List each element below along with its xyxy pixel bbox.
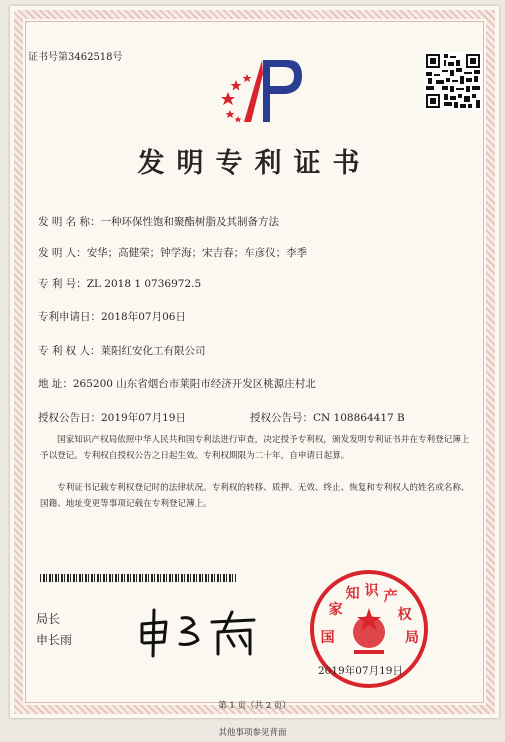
field-label: 地 址：	[38, 378, 73, 390]
field-value: 265200 山东省烟台市莱阳市经济开发区桃源庄村北	[72, 378, 316, 390]
certificate-paper	[10, 6, 499, 718]
field-address	[38, 376, 316, 391]
grant-date-row	[38, 410, 186, 425]
grant-number-label: 授权公告号：	[250, 412, 313, 424]
field-value: 2018年07月06日	[101, 311, 186, 323]
svg-text:国 家 知: 国 家 知 识 产 权 局	[320, 583, 419, 646]
statement-paragraph-1: 国家知识产权局依照中华人民共和国专利法进行审查，决定授予专利权，颁发发明专利证书并在专利登记簿上予以登记。专利权自授权公告之日起生效。专利权期限为二十年，自申请日起算。	[40, 435, 470, 461]
field-value: 莱阳红安化工有限公司	[100, 345, 206, 357]
grant-number: CN 108864417 B	[313, 412, 405, 424]
statement-paragraph-2: 专利证书记载专利权登记时的法律状况。专利权的转移、质押、无效、终止、恢复和专利权人的姓名或名称、国籍、地址变更等事项记载在专利登记簿上。	[40, 483, 470, 509]
page-number: 第 1 页（共 2 页）	[218, 701, 291, 711]
field-patent-number	[38, 276, 201, 291]
grant-date: 2019年07月19日	[101, 412, 186, 424]
grant-number-row	[250, 410, 405, 425]
field-label: 专 利 权 人：	[38, 345, 101, 357]
barcode	[40, 574, 236, 582]
signatory-name: 申长雨	[36, 633, 73, 647]
field-patentee	[38, 343, 206, 358]
field-invention-name	[38, 214, 279, 229]
footer-note: 其他事项参见背面	[218, 728, 287, 738]
field-label: 专 利 号：	[38, 278, 87, 290]
signatory-title: 局长	[36, 612, 61, 626]
seal-date: 2019年07月19日	[318, 665, 403, 677]
field-label: 发 明 名 称：	[38, 216, 101, 228]
field-inventors	[38, 245, 307, 260]
field-application-date	[38, 309, 186, 324]
field-value: ZL 2018 1 0736972.5	[86, 278, 202, 290]
field-label: 发 明 人：	[38, 247, 87, 259]
certificate-title: 发明专利证书	[137, 148, 372, 179]
grant-date-label: 授权公告日：	[38, 412, 101, 424]
patent-office-logo-icon	[218, 56, 304, 128]
field-value: 安华；高健荣；钟学海；宋吉春；车彦仪；李季	[86, 247, 308, 259]
certificate-number: 证书号第3462518号	[28, 52, 123, 63]
field-value: 一种环保性饱和聚酯树脂及其制备方法	[100, 216, 280, 228]
field-label: 专利申请日：	[38, 311, 101, 323]
handwritten-signature	[136, 602, 266, 662]
qr-code-icon	[424, 52, 482, 110]
